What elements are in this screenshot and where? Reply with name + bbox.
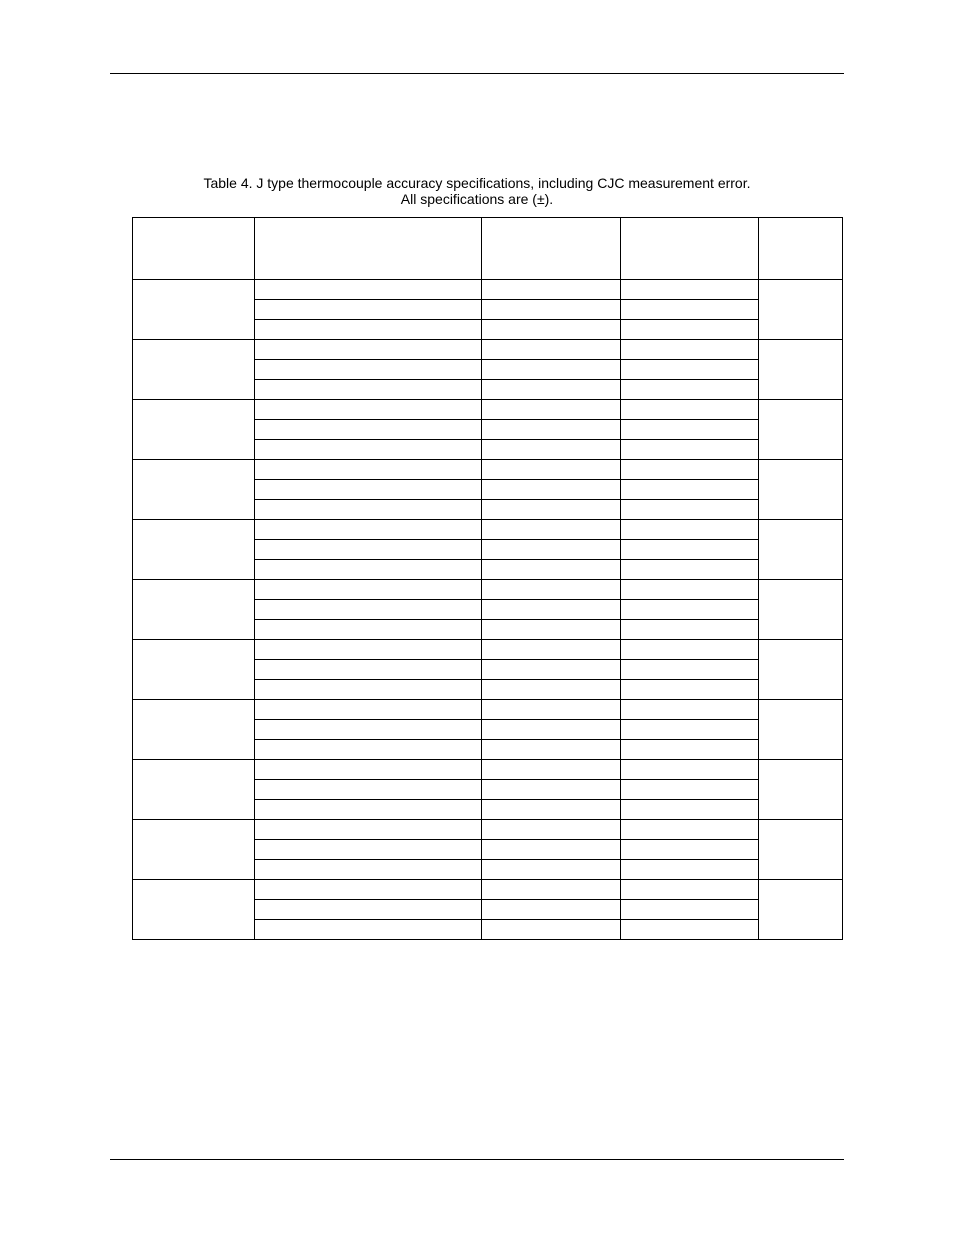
table-cell xyxy=(482,920,621,940)
group-cell xyxy=(133,760,255,820)
group-cell xyxy=(759,640,843,700)
table-cell xyxy=(621,740,759,760)
table-cell xyxy=(255,300,482,320)
table-cell xyxy=(255,600,482,620)
table-cell xyxy=(621,400,759,420)
table-cell xyxy=(621,800,759,820)
caption-line-1: Table 4. J type thermocouple accuracy specifications, including CJC measurement error. xyxy=(203,175,751,191)
footer-rule xyxy=(110,1159,844,1160)
table-cell xyxy=(621,600,759,620)
table-cell xyxy=(255,320,482,340)
group-cell xyxy=(759,520,843,580)
group-cell xyxy=(759,280,843,340)
table-cell xyxy=(255,420,482,440)
table-cell xyxy=(482,420,621,440)
table-cell xyxy=(621,560,759,580)
table-cell xyxy=(255,380,482,400)
table-cell xyxy=(255,660,482,680)
table-cell xyxy=(255,580,482,600)
table-cell xyxy=(482,680,621,700)
group-cell xyxy=(759,760,843,820)
table-row xyxy=(133,820,843,840)
table-cell xyxy=(255,780,482,800)
table-cell xyxy=(255,680,482,700)
table-cell xyxy=(621,700,759,720)
table-cell xyxy=(482,660,621,680)
table-cell xyxy=(482,840,621,860)
table-cell xyxy=(255,800,482,820)
table-cell xyxy=(482,700,621,720)
table-cell xyxy=(621,640,759,660)
table-cell xyxy=(621,920,759,940)
table-row xyxy=(133,580,843,600)
table-cell xyxy=(621,760,759,780)
table-cell xyxy=(482,720,621,740)
table-cell xyxy=(621,340,759,360)
table-cell xyxy=(621,540,759,560)
group-cell xyxy=(133,880,255,940)
table-cell xyxy=(621,660,759,680)
table-cell xyxy=(255,280,482,300)
table-cell xyxy=(255,480,482,500)
table-cell xyxy=(621,480,759,500)
table-cell xyxy=(482,520,621,540)
table-cell xyxy=(621,300,759,320)
table-cell xyxy=(255,540,482,560)
caption-line-2: All specifications are (±). xyxy=(400,191,554,207)
group-cell xyxy=(759,580,843,640)
table-cell xyxy=(621,860,759,880)
header-rule xyxy=(110,73,844,74)
table-cell xyxy=(482,500,621,520)
table-cell xyxy=(621,900,759,920)
table-cell xyxy=(482,780,621,800)
table-row xyxy=(133,700,843,720)
table-cell xyxy=(255,440,482,460)
table-cell xyxy=(621,680,759,700)
table-header-row xyxy=(133,218,843,280)
group-cell xyxy=(759,880,843,940)
table-cell xyxy=(482,800,621,820)
table-cell xyxy=(482,600,621,620)
table-cell xyxy=(482,860,621,880)
table-cell xyxy=(255,860,482,880)
table-cell xyxy=(255,520,482,540)
table-row xyxy=(133,880,843,900)
header-cell xyxy=(255,218,482,280)
table-cell xyxy=(255,820,482,840)
group-cell xyxy=(133,580,255,640)
table-row xyxy=(133,460,843,480)
table-cell xyxy=(621,380,759,400)
table-cell xyxy=(621,880,759,900)
header-cell xyxy=(621,218,759,280)
table-cell xyxy=(255,760,482,780)
table-cell xyxy=(621,440,759,460)
group-cell xyxy=(133,280,255,340)
table-cell xyxy=(482,900,621,920)
group-cell xyxy=(133,520,255,580)
table-row xyxy=(133,640,843,660)
table-cell xyxy=(482,440,621,460)
table-row xyxy=(133,760,843,780)
table-cell xyxy=(255,840,482,860)
group-cell xyxy=(759,820,843,880)
table-cell xyxy=(621,780,759,800)
table-cell xyxy=(482,400,621,420)
table-cell xyxy=(482,880,621,900)
group-cell xyxy=(133,400,255,460)
accuracy-table-body xyxy=(133,218,843,940)
table-cell xyxy=(255,880,482,900)
table-cell xyxy=(482,620,621,640)
table-cell xyxy=(482,740,621,760)
table-cell xyxy=(482,560,621,580)
table-cell xyxy=(621,500,759,520)
table-cell xyxy=(482,820,621,840)
table-cell xyxy=(621,320,759,340)
table-cell xyxy=(482,640,621,660)
table-cell xyxy=(482,380,621,400)
table-cell xyxy=(482,280,621,300)
table-cell xyxy=(255,460,482,480)
table-cell xyxy=(621,520,759,540)
header-cell xyxy=(133,218,255,280)
table-cell xyxy=(621,840,759,860)
table-cell xyxy=(621,720,759,740)
table-cell xyxy=(255,560,482,580)
table-cell xyxy=(255,340,482,360)
table-cell xyxy=(482,760,621,780)
table-cell xyxy=(255,700,482,720)
table-cell xyxy=(621,460,759,480)
table-row xyxy=(133,520,843,540)
group-cell xyxy=(759,700,843,760)
table-cell xyxy=(255,620,482,640)
table-cell xyxy=(621,280,759,300)
table-cell xyxy=(621,420,759,440)
table-cell xyxy=(621,620,759,640)
group-cell xyxy=(133,640,255,700)
header-cell xyxy=(482,218,621,280)
table-row xyxy=(133,340,843,360)
table-cell xyxy=(255,720,482,740)
table-cell xyxy=(482,340,621,360)
table-cell xyxy=(255,400,482,420)
group-cell xyxy=(759,400,843,460)
group-cell xyxy=(759,340,843,400)
table-cell xyxy=(621,580,759,600)
table-cell xyxy=(255,500,482,520)
table-cell xyxy=(255,360,482,380)
table-cell xyxy=(482,300,621,320)
table-cell xyxy=(482,360,621,380)
group-cell xyxy=(133,700,255,760)
table-cell xyxy=(621,820,759,840)
table-cell xyxy=(255,740,482,760)
group-cell xyxy=(133,340,255,400)
table-cell xyxy=(255,900,482,920)
group-cell xyxy=(133,820,255,880)
table-row xyxy=(133,400,843,420)
accuracy-table xyxy=(132,217,843,940)
table-caption xyxy=(110,175,844,207)
table-row xyxy=(133,280,843,300)
table-cell xyxy=(482,460,621,480)
table-cell xyxy=(482,320,621,340)
table-cell xyxy=(255,920,482,940)
table-cell xyxy=(255,640,482,660)
header-cell xyxy=(759,218,843,280)
table-cell xyxy=(482,480,621,500)
table-cell xyxy=(482,540,621,560)
table-cell xyxy=(482,580,621,600)
group-cell xyxy=(133,460,255,520)
table-cell xyxy=(621,360,759,380)
group-cell xyxy=(759,460,843,520)
